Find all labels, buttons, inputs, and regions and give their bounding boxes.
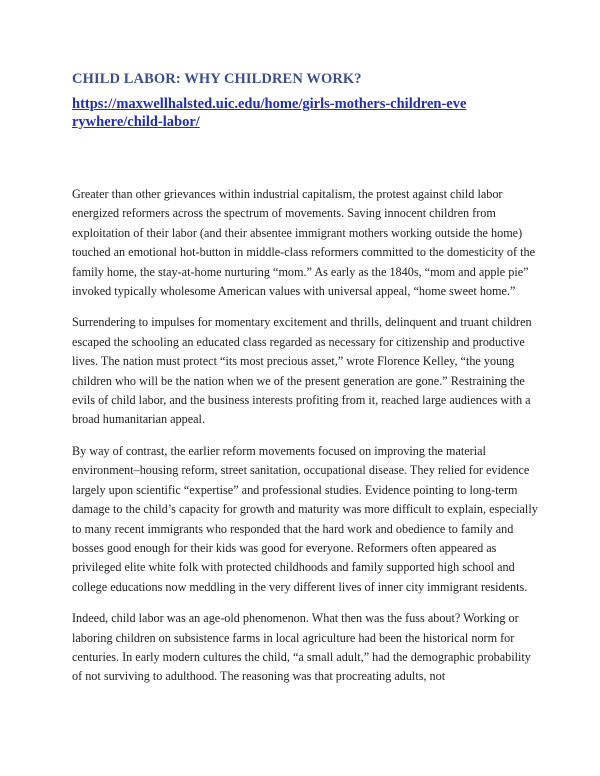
paragraph-3: By way of contrast, the earlier reform movements focused on improving the material environment–housing reform, street sanitation, occupational disease. They relied for evidence largely upon scientific “expertise” and professional studies. Evidence pointing to long-term damage to the child’s capacity for growth and maturity was more difficult to explain, especially to many recent immigrants who responded that the hard work and obedience to family and bosses good enough for their kids was good for everyone. Reformers often appeared as privileged elite white folk with protected childhoods and family supported high school and college educations now meddling in the very different lives of inner city immigrant residents. (72, 443, 538, 594)
source-link[interactable]: https://maxwellhalsted.uic.edu/home/girls-mothers-children-everywhere/child-labor/ (72, 96, 467, 130)
paragraph-2: Surrendering to impulses for momentary excitement and thrills, delinquent and truant children escaped the schooling an educated class regarded as necessary for citizenship and productive lives. The nation must protect “its most precious asset,” wrote Florence Kelley, “the young children who will be the nation when we of the present generation are gone.” Restraining the evils of child labor, and the business interests profiting from it, reached large audiences with a broad humanitarian appeal. (72, 315, 532, 427)
document-title: CHILD LABOR: WHY CHILDREN WORK? (72, 71, 362, 87)
paragraph-1: Greater than other grievances within industrial capitalism, the protest against child labor energized reformers across the spectrum of movements. Saving innocent children from exploitation of their labor (and their absentee immigrant mothers working outside the home) touched an emotional hot-button in middle-class reformers committed to the domesticity of the family home, the stay-at-home nurturing “mom.” As early as the 1840s, “mom and apple pie” invoked typically wholesome American values with universal appeal, “home sweet home.” (72, 187, 536, 299)
paragraph-4: Indeed, child labor was an age-old phenomenon. What then was the fuss about? Working or laboring children on subsistence farms in local agriculture had been the historical norm for centuries. In early modern cultures the child, “a small adult,” had the demographic probability of not surviving to adulthood. The reasoning was that procreating adults, not (72, 611, 531, 684)
document-body (72, 185, 544, 687)
